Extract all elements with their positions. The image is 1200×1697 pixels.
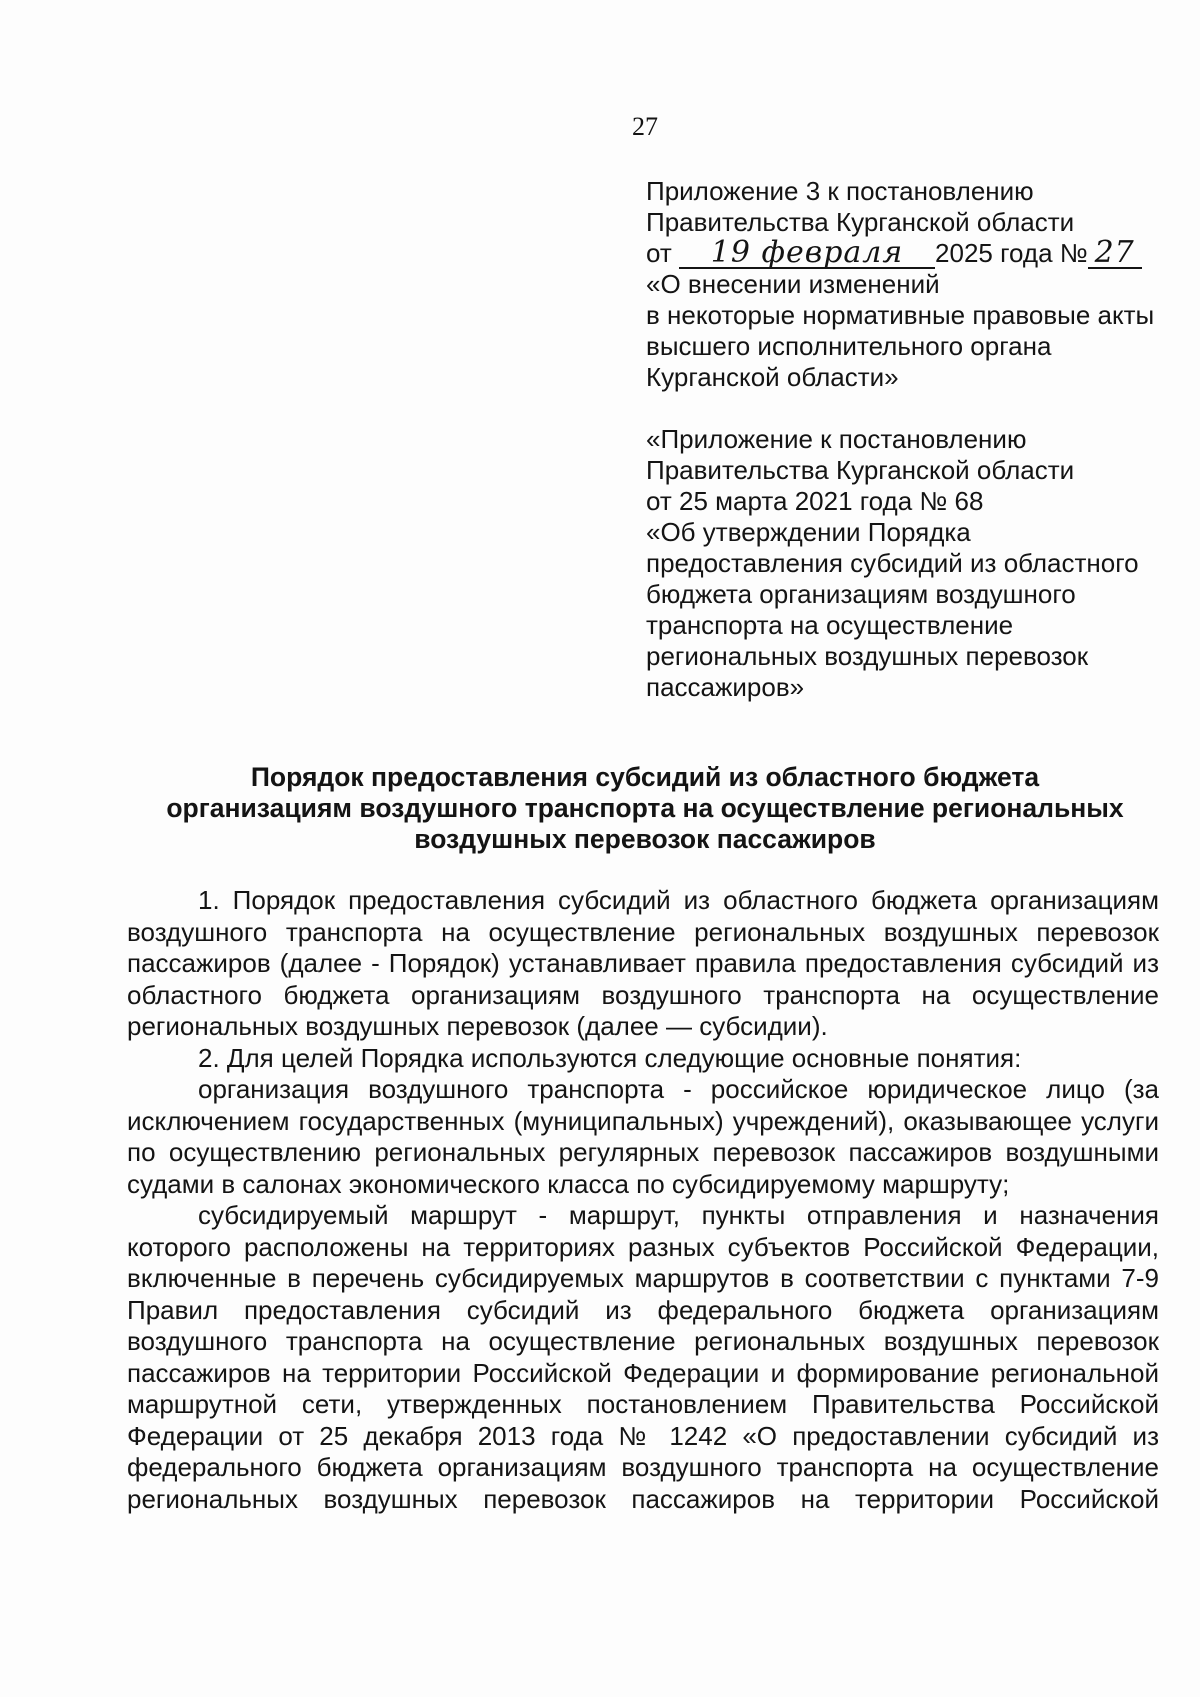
appendix-line: предоставления субсидий из областного <box>646 548 1139 578</box>
body-line: областного бюджета организациям воздушного транспорта на осуществление <box>127 979 1159 1010</box>
date-prefix: от <box>646 238 672 268</box>
body-line: судами в салонах экономического класса по субсидируемому маршруту; <box>127 1168 1010 1199</box>
appendix-line: «О внесении изменений <box>646 269 940 299</box>
body-line: которого расположены на территориях разных субъектов Российской Федерации, <box>127 1231 1159 1262</box>
title-line: организациям воздушного транспорта на осуществление региональных <box>166 793 1124 823</box>
appendix-line: Курганской области» <box>646 362 899 392</box>
body-line: пассажиров на территории Российской Федерации и формирование региональной <box>127 1357 1159 1388</box>
document-body <box>127 885 1159 1515</box>
appendix-line: от 25 марта 2021 года № 68 <box>646 486 984 516</box>
body-line: включенные в перечень субсидируемых маршрутов в соответствии с пунктами 7-9 <box>127 1263 1159 1293</box>
body-line: исключением государственных (муниципальных) учреждений), оказывающее услуги <box>127 1105 1159 1136</box>
document-title <box>120 762 1170 855</box>
title-line: воздушных перевозок пассажиров <box>414 824 876 854</box>
handwritten-number: 27 <box>1088 239 1142 269</box>
title-line: Порядок предоставления субсидий из областного бюджета <box>250 762 1040 792</box>
body-line: пассажиров (далее - Порядок) устанавливает правила предоставления субсидий из <box>127 948 1159 978</box>
year-text: 2025 года № <box>935 238 1088 268</box>
body-line: маршрутной сети, утвержденных постановлением Правительства Российской <box>127 1389 1159 1419</box>
appendix-line: «Приложение к постановлению <box>646 424 1027 454</box>
body-line: федерального бюджета организациям воздушного транспорта на осуществление <box>127 1452 1159 1482</box>
appendix-line: высшего исполнительного органа <box>646 331 1052 361</box>
appendix-line: Правительства Курганской области <box>646 455 1075 485</box>
body-line: Правил предоставления субсидий из федерального бюджета организациям <box>127 1294 1159 1325</box>
body-line: Федерации от 25 декабря 2013 года № 1242 «О предоставлении субсидий из <box>127 1420 1159 1451</box>
body-line: региональных воздушных перевозок (далее — субсидии). <box>127 1011 828 1041</box>
appendix-line: Правительства Курганской области <box>646 207 1075 237</box>
body-line: 1. Порядок предоставления субсидий из областного бюджета организациям <box>198 885 1159 915</box>
body-line: региональных воздушных перевозок пассажиров на территории Российской <box>127 1483 1159 1514</box>
body-line: воздушного транспорта на осуществление региональных воздушных перевозок <box>127 1326 1159 1356</box>
page-number: 27 <box>632 112 658 141</box>
appendix-line: транспорта на осуществление <box>646 610 1014 640</box>
appendix-header-current <box>646 176 1186 393</box>
body-line: субсидируемый маршрут - маршрут, пункты отправления и назначения <box>198 1200 1159 1230</box>
body-line: организация воздушного транспорта - российское юридическое лицо (за <box>198 1074 1159 1104</box>
body-line: по осуществлению региональных регулярных перевозок пассажиров воздушными <box>127 1137 1159 1167</box>
appendix-line: Приложение 3 к постановлению <box>646 176 1034 206</box>
handwritten-date: 19 февраля <box>679 239 935 269</box>
appendix-line: региональных воздушных перевозок <box>646 641 1089 671</box>
body-line: воздушного транспорта на осуществление региональных воздушных перевозок <box>127 916 1159 947</box>
appendix-line: пассажиров» <box>646 672 805 702</box>
appendix-line: «Об утверждении Порядка <box>646 517 971 547</box>
appendix-line: бюджета организациям воздушного <box>646 579 1076 609</box>
appendix-header-original <box>646 424 1186 703</box>
appendix-line: в некоторые нормативные правовые акты <box>646 300 1155 330</box>
body-line: 2. Для целей Порядка используются следующие основные понятия: <box>198 1042 1022 1073</box>
appendix-date-line <box>646 235 1186 270</box>
